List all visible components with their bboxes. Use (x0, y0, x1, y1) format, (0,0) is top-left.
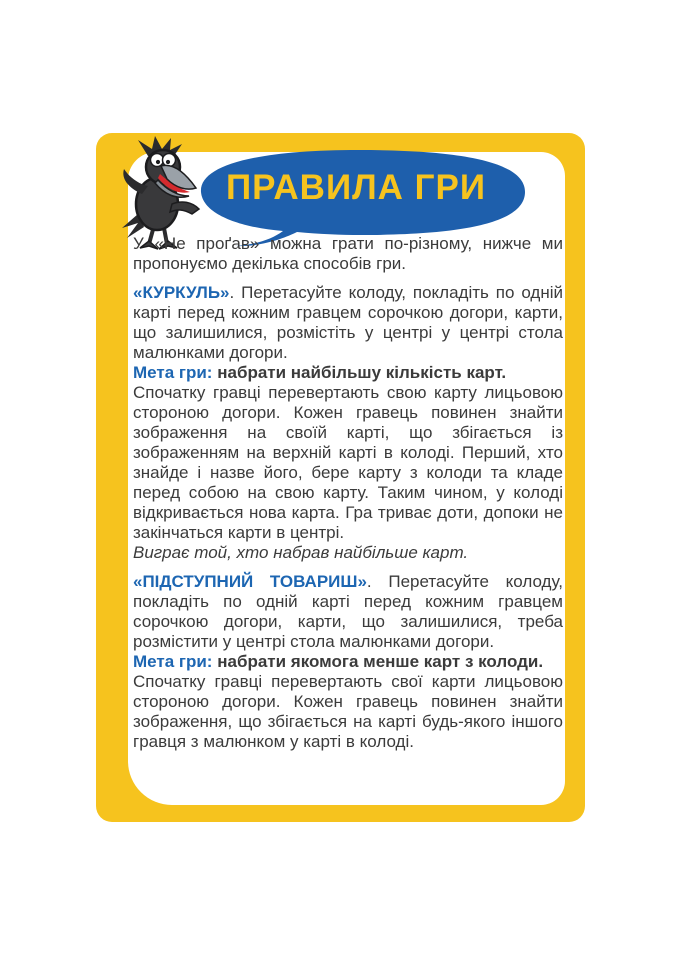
section-kurkul (133, 283, 563, 563)
section-setup-paragraph (133, 283, 563, 363)
section-setup-text: Перетасуйте колоду, покладіть по одній карті перед кожним гравцем сорочкою догори, карти, що залишилися, розмістіть у центрі у центрі стола малюнками догори. (133, 283, 563, 362)
section-heading-period: . (229, 283, 235, 302)
section-body-paragraph: Спочатку гравці перевертають свою карту лицьовою стороною догори. Кожен гравець повинен знайти зображення на своїй карті, що збігається із зображенням на верхній карті в колоді. Перший, хто знайде і назве його, бере карту з колоди та кладе перед собою на свою карту. Таким чином, у колоді відкривається нова карта. Гра триває доти, допоки не закінчаться карти в центрі. (133, 383, 563, 542)
section-pidstupnyi-tovarysh (133, 572, 563, 752)
section-heading: «ПІДСТУПНИЙ ТОВАРИШ» (133, 572, 367, 591)
section-heading: «КУРКУЛЬ» (133, 283, 230, 302)
goal-label: Мета гри: (133, 363, 213, 382)
goal-label: Мета гри: (133, 652, 213, 671)
section-setup-paragraph (133, 572, 563, 652)
rules-card (96, 133, 585, 822)
section-setup-text: Перетасуйте колоду, покладіть по одній карті перед кожним гравцем сорочкою догори, карти, що залишилися, треба розмістити у центрі стола малюнками догори. (133, 572, 563, 651)
page-title: ПРАВИЛА ГРИ (225, 168, 487, 207)
section-body-paragraph: Спочатку гравці перевертають свої карти лицьовою стороною догори. Кожен гравець повинен знайти зображення, що збігається на карті будь-якого іншого гравця з малюнком у карті в колоді. (133, 672, 563, 751)
goal-text: набрати найбільшу кількість карт. (217, 363, 507, 382)
intro-paragraph: У «Не проґав» можна грати по-різному, нижче ми пропонуємо декілька способів гри. (133, 234, 563, 273)
goal-line (133, 363, 563, 383)
rules-text (133, 234, 563, 752)
section-heading-period: . (366, 572, 372, 591)
goal-text: набрати якомога менше карт з колоди. (217, 652, 544, 671)
winner-note: Виграє той, хто набрав найбільше карт. (133, 543, 469, 562)
goal-line (133, 652, 563, 672)
